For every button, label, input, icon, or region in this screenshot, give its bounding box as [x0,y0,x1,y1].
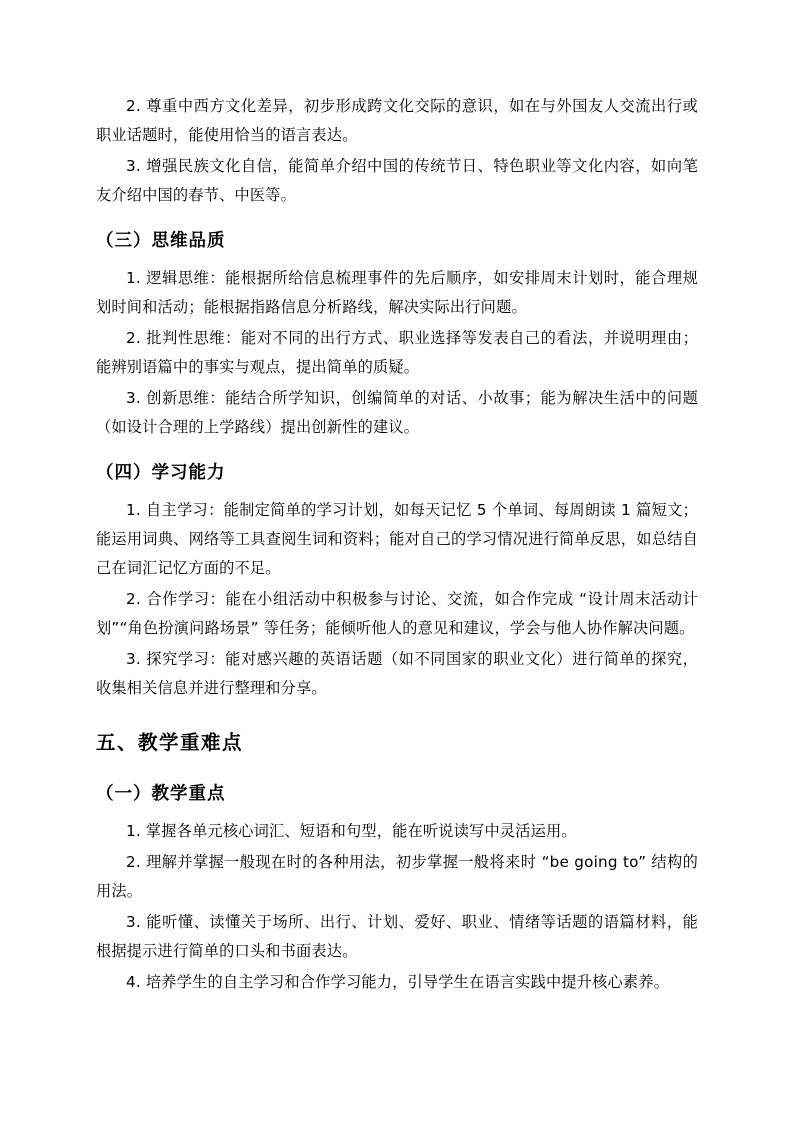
section-5-heading: 五、教学重难点 [96,731,244,754]
key-point-item-2: 2. 理解并掌握一般现在时的各种用法，初步掌握一般将来时 “be going to” 结构的用法。 [96,853,698,900]
thinking-quality-heading: （三）思维品质 [96,231,226,251]
key-point-item-1: 1. 掌握各单元核心词汇、短语和句型，能在听说读写中灵活运用。 [126,822,577,840]
learning-item-cooperative: 2. 合作学习：能在小组活动中积极参与讨论、交流，如合作完成 “设计周末活动计划”“角色扮演问路场景” 等任务；能倾听他人的意见和建议，学会与他人协作解决问题。 [96,590,698,637]
thinking-item-critical: 2. 批判性思维：能对不同的出行方式、职业选择等发表自己的看法，并说明理由；能辨别语篇中的事实与观点，提出简单的质疑。 [96,329,698,376]
key-point-item-3: 3. 能听懂、读懂关于场所、出行、计划、爱好、职业、情绪等话题的语篇材料，能根据提示进行简单的口头和书面表达。 [96,913,698,960]
learning-ability-heading: （四）学习能力 [96,463,226,483]
key-points-heading: （一）教学重点 [96,784,226,804]
culture-item-2: 2. 尊重中西方文化差异，初步形成跨文化交际的意识，如在与外国友人交流出行或职业话题时，能使用恰当的语言表达。 [96,97,698,144]
document-body [96,92,698,997]
learning-item-inquiry: 3. 探究学习：能对感兴趣的英语话题（如不同国家的职业文化）进行简单的探究，收集相关信息并进行整理和分享。 [96,650,698,697]
learning-item-autonomous: 1. 自主学习：能制定简单的学习计划，如每天记忆 5 个单词、每周朗读 1 篇短文；能运用词典、网络等工具查阅生词和资料；能对自己的学习情况进行简单反思，如总结自己在词汇记忆方面的不足。 [96,501,698,577]
thinking-item-logic: 1. 逻辑思维：能根据所给信息梳理事件的先后顺序，如安排周末计划时，能合理规划时间和活动；能根据指路信息分析路线，解决实际出行问题。 [96,269,698,316]
thinking-item-creative: 3. 创新思维：能结合所学知识，创编简单的对话、小故事；能为解决生活中的问题（如设计合理的上学路线）提出创新性的建议。 [96,389,698,436]
key-point-item-4: 4. 培养学生的自主学习和合作学习能力，引导学生在语言实践中提升核心素养。 [126,973,670,991]
culture-item-3: 3. 增强民族文化自信，能简单介绍中国的传统节日、特色职业等文化内容，如向笔友介绍中国的春节、中医等。 [96,157,698,204]
